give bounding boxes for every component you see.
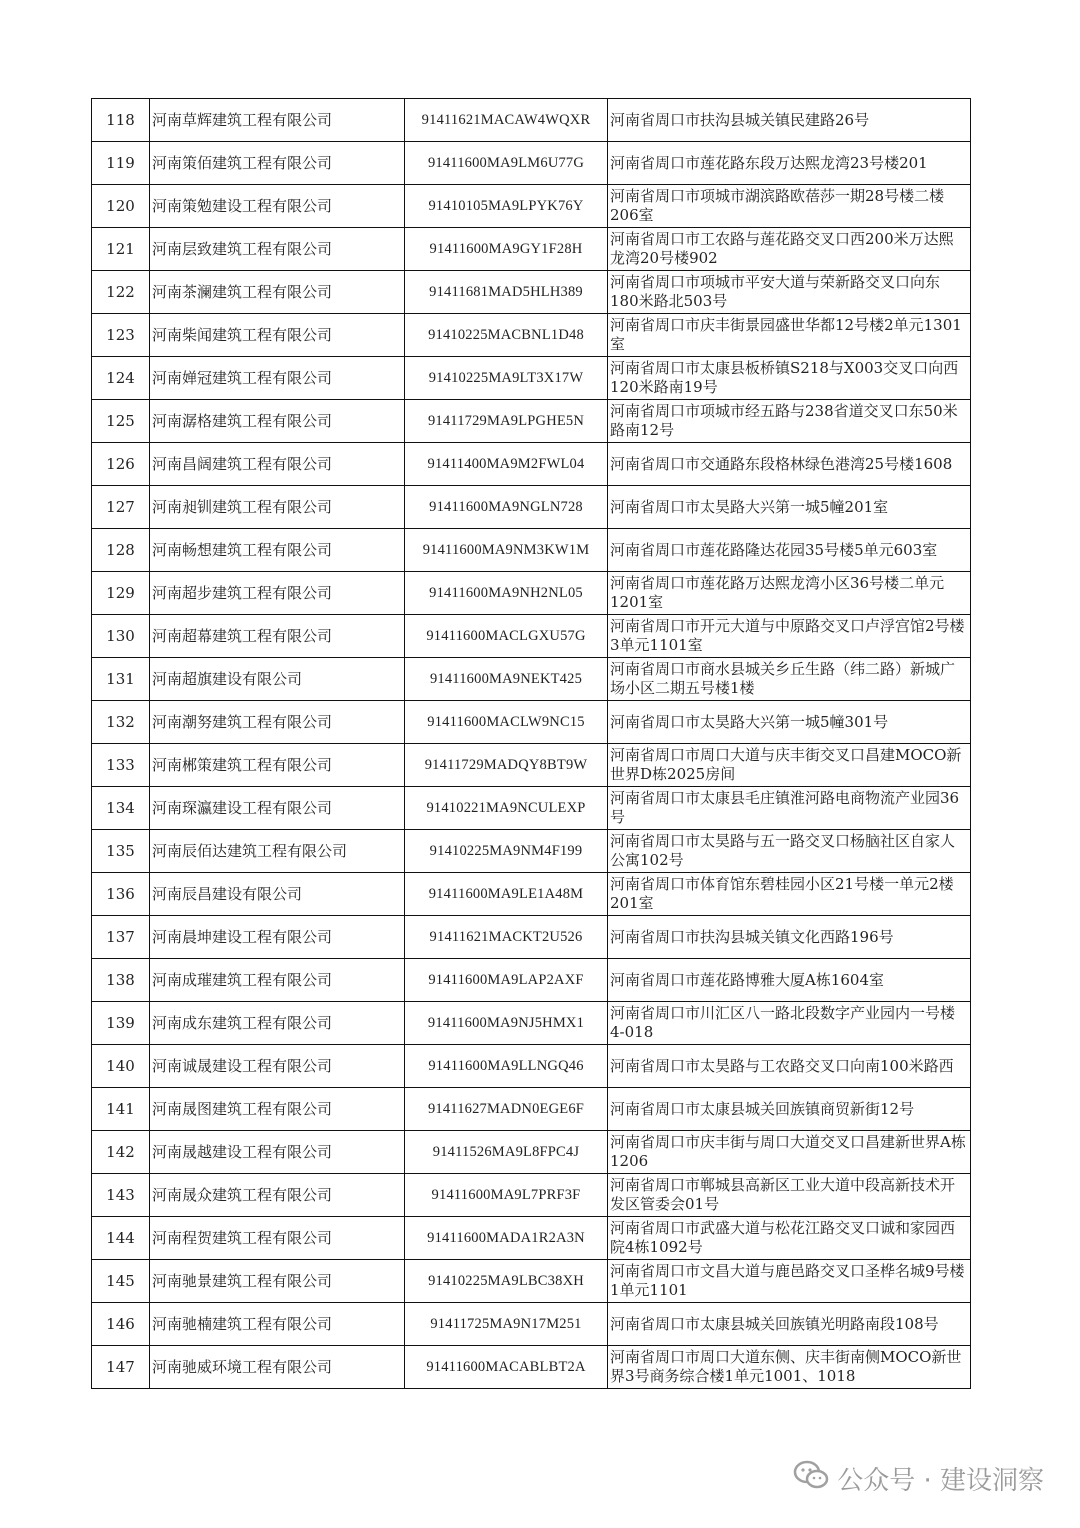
company-name: 河南成东建筑工程有限公司	[150, 1002, 405, 1045]
company-address: 河南省周口市庆丰街与周口大道交叉口昌建新世界A栋1206	[608, 1131, 971, 1174]
company-name: 河南辰佰达建筑工程有限公司	[150, 830, 405, 873]
row-number: 120	[92, 185, 150, 228]
table-row	[92, 701, 971, 744]
company-address: 河南省周口市太昊路与工农路交叉口向南100米路西	[608, 1045, 971, 1088]
company-address: 河南省周口市太昊路大兴第一城5幢201室	[608, 486, 971, 529]
credit-code: 91411600MA9NEKT425	[405, 658, 608, 701]
company-address: 河南省周口市商水县城关乡丘生路（纬二路）新城广场小区二期五号楼1楼	[608, 658, 971, 701]
row-number: 136	[92, 873, 150, 916]
row-number: 118	[92, 99, 150, 142]
row-number: 126	[92, 443, 150, 486]
credit-code: 91411729MA9LPGHE5N	[405, 400, 608, 443]
company-address: 河南省周口市太康县板桥镇S218与X003交叉口向西120米路南19号	[608, 357, 971, 400]
credit-code: 91411600MACLGXU57G	[405, 615, 608, 658]
row-number: 145	[92, 1260, 150, 1303]
row-number: 132	[92, 701, 150, 744]
company-address: 河南省周口市项城市经五路与238省道交叉口东50米路南12号	[608, 400, 971, 443]
table-row	[92, 185, 971, 228]
table-row	[92, 400, 971, 443]
credit-code: 91411600MA9NM3KW1M	[405, 529, 608, 572]
company-name: 河南驰景建筑工程有限公司	[150, 1260, 405, 1303]
row-number: 127	[92, 486, 150, 529]
row-number: 130	[92, 615, 150, 658]
table-row	[92, 1088, 971, 1131]
company-name: 河南潺格建筑工程有限公司	[150, 400, 405, 443]
company-name: 河南驰威环境工程有限公司	[150, 1346, 405, 1389]
table-row	[92, 529, 971, 572]
row-number: 123	[92, 314, 150, 357]
table-row	[92, 658, 971, 701]
company-address: 河南省周口市项城市平安大道与荣新路交叉口向东180米路北503号	[608, 271, 971, 314]
table-row	[92, 744, 971, 787]
company-name: 河南琛瀛建设工程有限公司	[150, 787, 405, 830]
company-name: 河南草辉建筑工程有限公司	[150, 99, 405, 142]
table-row	[92, 615, 971, 658]
table-row	[92, 830, 971, 873]
row-number: 134	[92, 787, 150, 830]
table-row	[92, 99, 971, 142]
credit-code: 91411600MA9GY1F28H	[405, 228, 608, 271]
company-address: 河南省周口市扶沟县城关镇民建路26号	[608, 99, 971, 142]
company-address: 河南省周口市川汇区八一路北段数字产业园内一号楼4-018	[608, 1002, 971, 1045]
credit-code: 91411600MA9NJ5HMX1	[405, 1002, 608, 1045]
row-number: 125	[92, 400, 150, 443]
table-row	[92, 1217, 971, 1260]
watermark-text: 公众号 · 建设洞察	[837, 1466, 1044, 1496]
company-name: 河南昌阔建筑工程有限公司	[150, 443, 405, 486]
row-number: 139	[92, 1002, 150, 1045]
table-row	[92, 443, 971, 486]
credit-code: 91410225MA9LT3X17W	[405, 357, 608, 400]
row-number: 140	[92, 1045, 150, 1088]
table-row	[92, 486, 971, 529]
company-name: 河南婵冠建筑工程有限公司	[150, 357, 405, 400]
table-row	[92, 1260, 971, 1303]
credit-code: 91411600MACLW9NC15	[405, 701, 608, 744]
credit-code: 91410105MA9LPYK76Y	[405, 185, 608, 228]
company-name: 河南晟越建设工程有限公司	[150, 1131, 405, 1174]
company-name: 河南晟众建筑工程有限公司	[150, 1174, 405, 1217]
credit-code: 91411627MADN0EGE6F	[405, 1088, 608, 1131]
table-row	[92, 1045, 971, 1088]
company-address: 河南省周口市郸城县高新区工业大道中段高新技术开发区管委会01号	[608, 1174, 971, 1217]
row-number: 121	[92, 228, 150, 271]
company-name: 河南超旗建设有限公司	[150, 658, 405, 701]
table-row	[92, 1174, 971, 1217]
company-name: 河南辰昌建设有限公司	[150, 873, 405, 916]
table-row	[92, 271, 971, 314]
table-row	[92, 357, 971, 400]
table-row	[92, 1303, 971, 1346]
credit-code: 91411621MACKT2U526	[405, 916, 608, 959]
credit-code: 91411600MA9LE1A48M	[405, 873, 608, 916]
table-row	[92, 959, 971, 1002]
credit-code: 91411600MA9LAP2AXF	[405, 959, 608, 1002]
company-address: 河南省周口市工农路与莲花路交叉口西200米万达熙龙湾20号楼902	[608, 228, 971, 271]
company-address: 河南省周口市项城市湖滨路欧蓓莎一期28号楼二楼206室	[608, 185, 971, 228]
row-number: 137	[92, 916, 150, 959]
company-address: 河南省周口市太昊路大兴第一城5幢301号	[608, 701, 971, 744]
credit-code: 91410225MA9LBC38XH	[405, 1260, 608, 1303]
company-address: 河南省周口市庆丰街景园盛世华都12号楼2单元1301室	[608, 314, 971, 357]
company-name: 河南超步建筑工程有限公司	[150, 572, 405, 615]
company-address: 河南省周口市太昊路与五一路交叉口杨脑社区自家人公寓102号	[608, 830, 971, 873]
company-address: 河南省周口市莲花路东段万达熙龙湾23号楼201	[608, 142, 971, 185]
row-number: 146	[92, 1303, 150, 1346]
table-row	[92, 873, 971, 916]
table-row	[92, 1346, 971, 1389]
row-number: 144	[92, 1217, 150, 1260]
table-row	[92, 314, 971, 357]
row-number: 131	[92, 658, 150, 701]
table-row	[92, 572, 971, 615]
table-row	[92, 1131, 971, 1174]
company-address: 河南省周口市武盛大道与松花江路交叉口诚和家园西院4栋1092号	[608, 1217, 971, 1260]
company-name: 河南晟图建筑工程有限公司	[150, 1088, 405, 1131]
company-name: 河南诚晟建设工程有限公司	[150, 1045, 405, 1088]
watermark	[793, 1460, 1044, 1497]
row-number: 119	[92, 142, 150, 185]
table-row	[92, 1002, 971, 1045]
table-row	[92, 228, 971, 271]
company-table	[91, 98, 971, 1389]
row-number: 129	[92, 572, 150, 615]
credit-code: 91410221MA9NCULEXP	[405, 787, 608, 830]
company-name: 河南柴闻建筑工程有限公司	[150, 314, 405, 357]
company-address: 河南省周口市开元大道与中原路交叉口卢浮宫馆2号楼3单元1101室	[608, 615, 971, 658]
row-number: 147	[92, 1346, 150, 1389]
company-address: 河南省周口市交通路东段格林绿色港湾25号楼1608	[608, 443, 971, 486]
credit-code: 91411526MA9L8FPC4J	[405, 1131, 608, 1174]
credit-code: 91411600MA9LLNGQ46	[405, 1045, 608, 1088]
credit-code: 91410225MA9NM4F199	[405, 830, 608, 873]
company-name: 河南畅想建筑工程有限公司	[150, 529, 405, 572]
company-name: 河南郴策建筑工程有限公司	[150, 744, 405, 787]
company-name: 河南层致建筑工程有限公司	[150, 228, 405, 271]
company-name: 河南潮努建筑工程有限公司	[150, 701, 405, 744]
row-number: 141	[92, 1088, 150, 1131]
credit-code: 91411600MA9NGLN728	[405, 486, 608, 529]
credit-code: 91410225MACBNL1D48	[405, 314, 608, 357]
credit-code: 91411725MA9N17M251	[405, 1303, 608, 1346]
table-row	[92, 916, 971, 959]
company-address: 河南省周口市莲花路万达熙龙湾小区36号楼二单元1201室	[608, 572, 971, 615]
credit-code: 91411729MADQY8BT9W	[405, 744, 608, 787]
table-body	[92, 99, 971, 1389]
company-name: 河南茶澜建筑工程有限公司	[150, 271, 405, 314]
credit-code: 91411600MA9L7PRF3F	[405, 1174, 608, 1217]
credit-code: 91411600MA9LM6U77G	[405, 142, 608, 185]
company-name: 河南策佰建筑工程有限公司	[150, 142, 405, 185]
credit-code: 91411600MACABLBT2A	[405, 1346, 608, 1389]
row-number: 143	[92, 1174, 150, 1217]
credit-code: 91411621MACAW4WQXR	[405, 99, 608, 142]
credit-code: 91411400MA9M2FWL04	[405, 443, 608, 486]
company-name: 河南晨坤建设工程有限公司	[150, 916, 405, 959]
row-number: 124	[92, 357, 150, 400]
company-address: 河南省周口市莲花路隆达花园35号楼5单元603室	[608, 529, 971, 572]
company-name: 河南昶钏建筑工程有限公司	[150, 486, 405, 529]
row-number: 122	[92, 271, 150, 314]
wechat-icon	[793, 1460, 829, 1497]
table-row	[92, 787, 971, 830]
row-number: 133	[92, 744, 150, 787]
row-number: 142	[92, 1131, 150, 1174]
company-name: 河南成璀建筑工程有限公司	[150, 959, 405, 1002]
company-name: 河南驰楠建筑工程有限公司	[150, 1303, 405, 1346]
company-address: 河南省周口市扶沟县城关镇文化西路196号	[608, 916, 971, 959]
credit-code: 91411681MAD5HLH389	[405, 271, 608, 314]
company-address: 河南省周口市周口大道与庆丰街交叉口昌建MOCO新世界D栋2025房间	[608, 744, 971, 787]
row-number: 128	[92, 529, 150, 572]
company-address: 河南省周口市莲花路博雅大厦A栋1604室	[608, 959, 971, 1002]
company-name: 河南策勉建设工程有限公司	[150, 185, 405, 228]
table-row	[92, 142, 971, 185]
company-name: 河南超幕建筑工程有限公司	[150, 615, 405, 658]
company-address: 河南省周口市太康县城关回族镇商贸新街12号	[608, 1088, 971, 1131]
row-number: 135	[92, 830, 150, 873]
company-address: 河南省周口市体育馆东碧桂园小区21号楼一单元2楼201室	[608, 873, 971, 916]
row-number: 138	[92, 959, 150, 1002]
company-address: 河南省周口市周口大道东侧、庆丰街南侧MOCO新世界3号商务综合楼1单元1001、1018	[608, 1346, 971, 1389]
credit-code: 91411600MA9NH2NL05	[405, 572, 608, 615]
credit-code: 91411600MADA1R2A3N	[405, 1217, 608, 1260]
company-name: 河南程贺建筑工程有限公司	[150, 1217, 405, 1260]
company-address: 河南省周口市文昌大道与鹿邑路交叉口圣桦名城9号楼1单元1101	[608, 1260, 971, 1303]
company-address: 河南省周口市太康县城关回族镇光明路南段108号	[608, 1303, 971, 1346]
company-address: 河南省周口市太康县毛庄镇淮河路电商物流产业园36号	[608, 787, 971, 830]
